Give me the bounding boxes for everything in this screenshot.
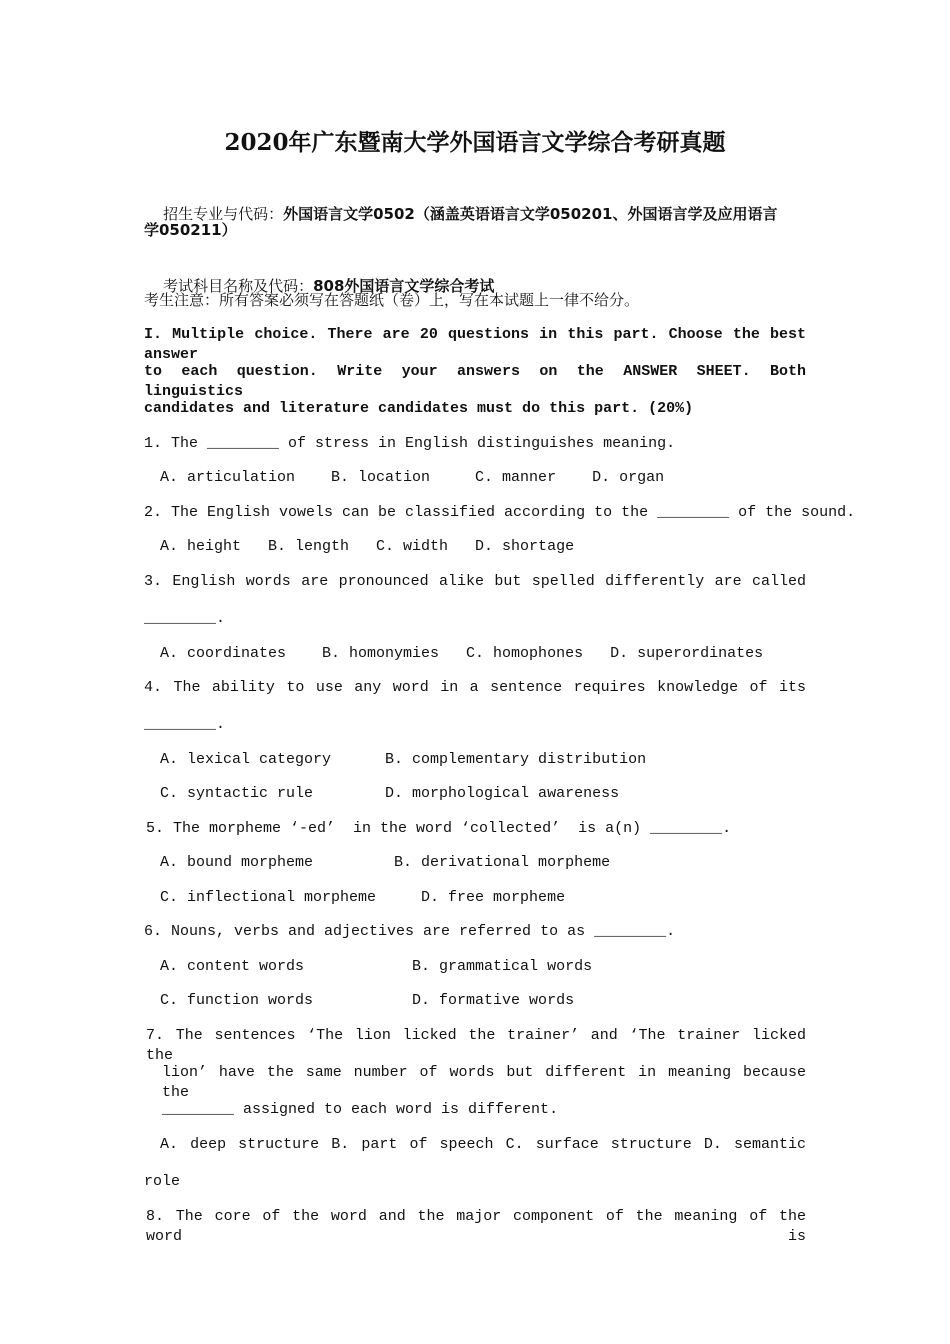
notice: 考生注意：所有答案必须写在答题纸（卷）上，写在本试题上一律不给分。 — [144, 291, 640, 309]
question-3: 3. English words are pronounced alike but spelled differently are called — [144, 573, 806, 590]
question-8: 8. The core of the word and the major component of the meaning of the word is — [146, 1208, 806, 1245]
question-4-options-2: C. syntactic rule D. morphological awareness — [160, 785, 620, 802]
major-value-cont: 学050211） — [144, 221, 237, 239]
question-1-options: A. articulation B. location C. manner D. organ — [160, 469, 665, 486]
question-5-options-2: C. inflectional morpheme D. free morpheme — [160, 889, 566, 906]
question-7-line-3: ________ assigned to each word is different. — [162, 1101, 559, 1118]
question-3-blank: ________. — [144, 610, 226, 627]
question-7-options-cont: role — [144, 1173, 181, 1190]
question-2-options: A. height B. length C. width D. shortage — [160, 538, 575, 555]
major-line — [144, 184, 777, 244]
section1-instr-1: I. Multiple choice. There are 20 questions in this part. Choose the best answer — [144, 326, 806, 363]
question-5: 5. The morpheme ‘-ed’ in the word ‘collected’ is a(n) ________. — [146, 820, 732, 837]
section1-instr-2: to each question. Write your answers on the ANSWER SHEET. Both linguistics — [144, 363, 806, 400]
question-6: 6. Nouns, verbs and adjectives are referred to as ________. — [144, 923, 676, 940]
subject-value: 808外国语言文学综合考试 — [313, 277, 495, 295]
question-5-options-1: A. bound morpheme B. derivational morpheme — [160, 854, 611, 871]
question-4-blank: ________. — [144, 716, 226, 733]
question-7-options: A. deep structure B. part of speech C. surface structure D. semantic — [160, 1136, 806, 1153]
subject-label: 考试科目名称及代码： — [163, 277, 314, 295]
section1-instr-3: candidates and literature candidates must do this part. (20%) — [144, 400, 694, 417]
major-value: 外国语言文学0502（涵盖英语语言文学050201、外国语言学及应用语言 — [283, 205, 778, 223]
question-3-options: A. coordinates B. homonymies C. homophones D. superordinates — [160, 645, 764, 662]
question-6-options-1: A. content words B. grammatical words — [160, 958, 593, 975]
question-4: 4. The ability to use any word in a sentence requires knowledge of its — [144, 679, 806, 696]
question-7-line-1: 7. The sentences ‘The lion licked the trainer’ and ‘The trainer licked the — [146, 1027, 806, 1064]
major-label: 招生专业与代码： — [163, 205, 284, 223]
page-title: 2020年广东暨南大学外国语言文学综合考研真题 — [224, 129, 726, 156]
question-1: 1. The ________ of stress in English distinguishes meaning. — [144, 435, 676, 452]
question-4-options-1: A. lexical category B. complementary distribution — [160, 751, 647, 768]
question-6-options-2: C. function words D. formative words — [160, 992, 575, 1009]
question-7-line-2: lion’ have the same number of words but different in meaning because the — [162, 1064, 806, 1101]
question-2: 2. The English vowels can be classified according to the ________ of the sound. — [144, 504, 856, 521]
